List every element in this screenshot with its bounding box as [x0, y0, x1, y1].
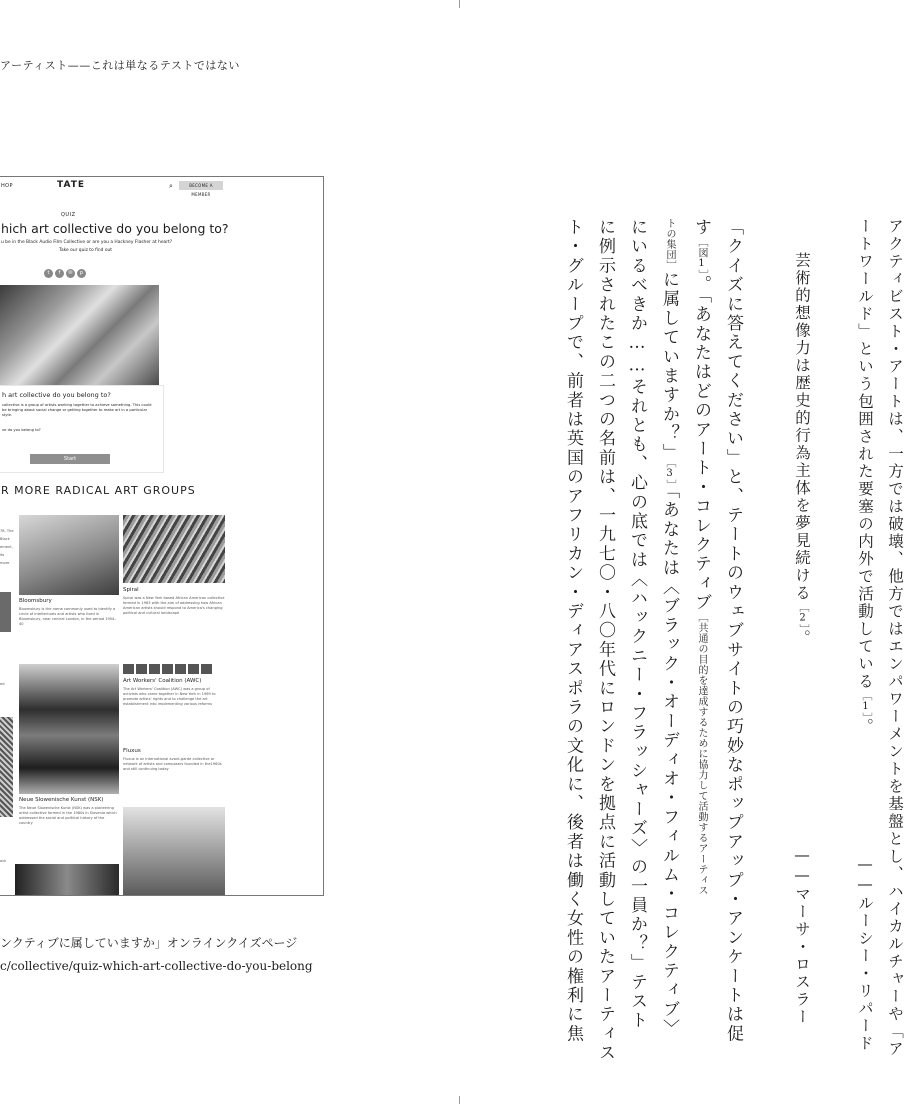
group-desc-fluxus: Fluxus is an international avant-garde collective or network of artists and composers founded in the1960s and still continuing today [123, 757, 222, 771]
left-fragment: its [0, 553, 5, 557]
pinterest-icon[interactable]: p [77, 269, 86, 278]
card-description: collective is a group of artists working together to achieve something. This could be bringing about social change or getting together to make art in a particular style. [2, 403, 152, 417]
body-line-4: にいるべきか……それとも、心の底では〈ハックニー・フラッシャーズ〉の一員か？」テスト [627, 218, 647, 1031]
figure-url: c/collective/quiz-which-art-collective-do-you-belong [0, 959, 313, 973]
left-fragment: Black [0, 537, 10, 541]
quiz-subtitle: u be in the Black Audio Film Collective or are you a Hackney Flasher at heart? [1, 240, 173, 245]
nav-shop-link[interactable]: HOP [1, 183, 13, 189]
facebook-icon[interactable]: f [55, 269, 64, 278]
figure-caption: ンクティブに属していますか」オンラインクイズページ [0, 936, 298, 950]
become-member-button[interactable]: BECOME A MEMBER [179, 181, 223, 190]
share-buttons [44, 259, 88, 278]
epigraph-line-3: 芸術的想像力は歴史的行為主体を夢見続ける［2］。 [793, 252, 811, 647]
left-fragment: ack [0, 859, 7, 863]
group-desc-awc: The Art Workers' Coalition (AWC) was a group of activists who came together in New York in 1969 to promote artists' rights and to challenge the art establishment into implementing various reforms [123, 687, 216, 706]
trim-mark-bottom [459, 1096, 460, 1104]
left-fragment: more [0, 561, 10, 565]
bloomsbury-image [19, 515, 119, 595]
mail-icon[interactable]: ✉ [66, 269, 75, 278]
quiz-take-text: Take our quiz to find out [59, 248, 113, 253]
group-name-spiral[interactable]: Spiral [123, 587, 139, 593]
group-desc-nsk: The Neue Slowenische Kunst (NSK) was a pioneering artist collective formed in the 1980s in Slovenia which addressed the social and political history of the country [19, 806, 117, 825]
nsk-image [19, 664, 119, 794]
bottom-right-image [123, 807, 225, 895]
epigraph-attribution-2: ——マーサ・ロスラー [793, 846, 811, 1026]
body-line-5: に例示されたこの二つの名前は、一九七〇・八〇年代にロンドンを拠点に活動していたアーティス [595, 218, 615, 1063]
group-desc-bloomsbury: Bloomsbury is the name commonly used to identify a circle of intellectuals and artists who lived in Bloomsbury, near central London, in the period 1904–40 [19, 607, 117, 626]
awc-flags-image [123, 659, 214, 678]
epigraph-attribution-1: ——ルーシー・リパード [856, 855, 874, 1053]
twitter-icon[interactable]: t [44, 269, 53, 278]
quiz-card [0, 385, 164, 473]
left-fragment: ement, [0, 545, 13, 549]
left-clipped-image [0, 717, 13, 817]
card-title: h art collective do you belong to? [2, 391, 111, 399]
search-icon[interactable]: ⌕ [169, 182, 173, 190]
body-line-3: トの集団］に属していますか？」［3］「あなたは〈ブラック・オーディオ・フィルム・コレクティブ〉 [659, 218, 679, 1039]
body-line-1: 「クイズに答えてください」と、テートのウェブサイトの巧妙なポップアップ・アンケートは促 [723, 218, 743, 1044]
epigraph-line-2: ートワールド」という包囲された要塞の内外で活動している［1］。 [856, 218, 874, 736]
bottom-left-image [15, 864, 119, 895]
quiz-label: QUIZ [61, 212, 76, 218]
site-nav [0, 177, 323, 195]
trim-mark-top [459, 0, 460, 8]
website-screenshot-figure [0, 176, 324, 896]
running-head: アーティスト——これは単なるテストではない [0, 59, 240, 72]
tate-logo[interactable]: TATE [57, 180, 85, 190]
group-name-nsk[interactable]: Neue Slowenische Kunst (NSK) [19, 797, 104, 803]
spiral-image [123, 515, 225, 583]
card-question: ve do you belong to? [2, 428, 41, 432]
left-fragment: 78, The [0, 529, 14, 533]
group-name-awc[interactable]: Art Workers' Coalition (AWC) [123, 678, 202, 684]
left-clipped-image [0, 592, 11, 632]
groups-heading: R MORE RADICAL ART GROUPS [1, 484, 196, 497]
start-button[interactable]: Start [30, 454, 110, 464]
body-line-2: す［図1］。「あなたはどのアート・コレクティブ［共通の目的を達成するために協力して活動するアーティス [691, 218, 711, 896]
epigraph-line-1: アクティビスト・アートは、一方では破壊、他方ではエンパワーメントを基盤とし、ハイカルチャーや「ア [886, 218, 904, 1058]
left-fragment: ed [0, 682, 5, 686]
body-line-6: ト・グループで、前者は英国のアフリカン・ディアスポラの文化に、後者は働く女性の権利に焦 [563, 218, 583, 1044]
group-name-fluxus[interactable]: Fluxus [123, 748, 141, 754]
group-name-bloomsbury[interactable]: Bloomsbury [19, 598, 52, 604]
group-desc-spiral: Spiral was a New York based African American collective formed in 1963 with the aim of addressing how African American artists should respond to America's changing political and cultural landscape [123, 596, 225, 615]
quiz-title: hich art collective do you belong to? [1, 221, 229, 236]
quiz-hero-image [0, 285, 159, 385]
